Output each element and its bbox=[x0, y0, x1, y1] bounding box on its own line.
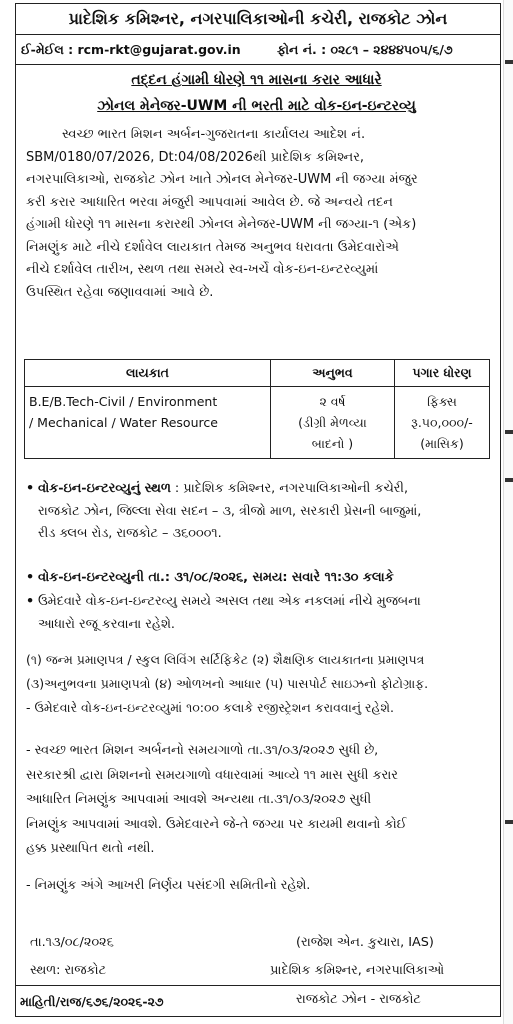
documents-bullet bbox=[26, 591, 490, 636]
table-header-row bbox=[25, 360, 490, 387]
venue-bullet bbox=[26, 478, 490, 546]
signatory-office: રાજકોટ ઝોન - રાજકોટ bbox=[296, 992, 421, 1007]
documents-list bbox=[26, 648, 490, 720]
phone-text: ફોન નં. : ૦૨૮૧ – ૨૪૪૪૫૦૫/૬/૭ bbox=[277, 42, 453, 57]
cell-pay bbox=[395, 387, 490, 459]
header-experience: અનુભવ bbox=[271, 360, 395, 387]
info-reference: માહિતી/રાજ/૬૭૬/૨૦૨૬-૨૭ bbox=[20, 994, 164, 1009]
order-paragraph bbox=[26, 124, 488, 304]
terms-notes bbox=[26, 739, 490, 898]
paragraph-line: ઉપસ્થિત રહેવા જણાવવામાં આવે છે. bbox=[26, 284, 214, 300]
document-item: (૩)અનુભવના પ્રમાણપત્રો (૪) ઓળખનો આધાર (૫) પાસપોર્ટ સાઇઝનો ફોટોગ્રાફ. bbox=[26, 676, 429, 691]
adjacent-rule bbox=[505, 430, 513, 434]
paragraph-line: કરી કરાર આધારિત ભરવા મંજુરી આપવામાં આવેલ છે. જે અન્વયે તદન bbox=[26, 194, 393, 210]
paragraph-line: નીચે દર્શાવેલ તારીખ, સ્થળ તથા સમયે સ્વ-ખર્ચે વોક-ઇન-ઇન્ટરવ્યુમાં bbox=[26, 262, 379, 277]
venue-text: રીડ ક્લબ રોડ, રાજકોટ – ૩૬૦૦૦૧. bbox=[38, 526, 222, 541]
signatory-name: (રાજેશ એન. કુચારા, IAS) bbox=[296, 935, 434, 950]
registration-note: - ઉમેદવારે વોક-ઇન-ઇન્ટરવ્યુમાં ૧૦:૦૦ કલાકે રજીસ્ટ્રેશન કરાવવાનું રહેશે. bbox=[26, 700, 395, 715]
date-bullet bbox=[26, 567, 490, 590]
note-line: સરકારશ્રી દ્વારા મિશનનો સમયગાળો વધારવામાં આવ્યે ૧૧ માસ સુધી કરાર bbox=[26, 767, 398, 783]
documents-intro: આધારો રજૂ કરવાના રહેશે. bbox=[38, 616, 175, 632]
paragraph-line: હંગામી ધોરણે ૧૧ માસના કરારથી ઝોનલ મેનેજર-UWM ની જગ્યા-૧ (એક) bbox=[26, 217, 417, 232]
paragraph-line: SBM/0180/07/2026, Dt:04/08/2026થી પ્રાદેશિક કમિશ્નર, bbox=[26, 149, 365, 165]
header-qualification: લાયકાત bbox=[25, 360, 271, 387]
adjacent-rule bbox=[505, 60, 513, 64]
paragraph-line: સ્વચ્છ ભારત મિશન અર્બન-ગુજરાતના કાર્યાલય આદેશ નં. bbox=[62, 127, 366, 142]
cell-experience bbox=[271, 387, 395, 459]
bullet-dot: • bbox=[26, 570, 35, 585]
headline-contract: તદ્દન હંગામી ધોરણે ૧૧ માસના કરાર આધારે bbox=[131, 72, 382, 88]
email-text: ઈ-મેઈલ : rcm-rkt@gujarat.gov.in bbox=[21, 42, 241, 57]
header-pay: પગાર ધોરણ bbox=[395, 360, 490, 387]
paragraph-line: નિમણુંક માટે નીચે દર્શાવેલ લાયકાત તેમજ અનુભવ ધરાવતા ઉમેદવારોએ bbox=[26, 239, 399, 255]
footer-divider bbox=[15, 985, 501, 986]
bullet-dot: • bbox=[26, 594, 35, 609]
qualification-line: B.E/B.Tech-Civil / Environment bbox=[29, 394, 218, 409]
pay-line: (માસિક) bbox=[420, 436, 464, 451]
bullet-dot: • bbox=[26, 481, 35, 496]
documents-intro: ઉમેદવારે વોક-ઇન-ઇન્ટરવ્યુ સમયે અસલ તથા એક નકલમાં નીચે મુજબના bbox=[38, 594, 421, 609]
qualification-table bbox=[24, 359, 490, 459]
note-line: આધારિત નિમણુંક આપવામાં આવશે અન્યથા તા.૩૧/૦૩/૨૦૨૭ સુધી bbox=[26, 792, 372, 807]
headline-recruitment: ઝોનલ મેનેજર-UWM ની ભરતી માટે વોક-ઇન-ઇન્ટરવ્યુ bbox=[97, 98, 416, 114]
note-line: હક્ક પ્રસ્થાપિત થતો નથી. bbox=[26, 841, 155, 856]
notice-place: સ્થળ: રાજકોટ bbox=[30, 963, 107, 978]
adjacent-rule bbox=[505, 478, 513, 482]
signatory-designation: પ્રાદેશિક કમિશ્નર, નગરપાલિકાઓ bbox=[270, 963, 444, 978]
adjacent-column-edge bbox=[503, 0, 513, 1024]
adjacent-rule bbox=[505, 820, 513, 824]
paragraph-line: નગરપાલિકાઓ, રાજકોટ ઝોન ખાતે ઝોનલ મેનેજર-UWM ની જગ્યા મંજુર bbox=[26, 172, 418, 187]
note-line: - સ્વચ્છ ભારત મિશન અર્બનનો સમયગાળો તા.૩૧/૦૩/૨૦૨૭ સુધી છે, bbox=[26, 743, 379, 758]
notice-date: તા.૧૩/૦૮/૨૦૨૬ bbox=[30, 935, 114, 950]
venue-text: રાજકોટ ઝોન, જિલ્લા સેવા સદન – ૩, ત્રીજો માળ, સરકારી પ્રેસની બાજુમાં, bbox=[38, 503, 422, 519]
contact-row bbox=[15, 35, 501, 65]
note-line: નિમણુંક આપવામાં આવશે. ઉમેદવારને જે-તે જગ્યા પર કાયમી થવાનો કોઈ bbox=[26, 816, 407, 832]
document-item: (૧) જન્મ પ્રમાણપત્ર / સ્કુલ લિવિંગ સર્ટિફિકેટ (૨) શૈક્ષણિક લાયકાતના પ્રમાણપત્ર bbox=[26, 652, 425, 667]
note-line: - નિમણુંક અંગે આખરી નિર્ણય પસંદગી સમિતીનો રહેશે. bbox=[26, 877, 311, 893]
table-row bbox=[25, 387, 490, 459]
pay-line: ફિક્સ bbox=[427, 394, 457, 409]
interview-datetime: વોક-ઇન-ઇન્ટરવ્યુની તા.: ૩૧/૦૮/૨૦૨૬, સમય: સવારે ૧૧:૩૦ કલાકે bbox=[38, 570, 394, 585]
office-title: પ્રાદેશિક કમિશ્નર, નગરપાલિકાઓની કચેરી, રાજકોટ ઝોન bbox=[15, 3, 501, 35]
qualification-line: / Mechanical / Water Resource bbox=[29, 415, 218, 430]
pay-line: રૂ.૫૦,૦૦૦/- bbox=[411, 415, 473, 430]
experience-line: (ડીગ્રી મેળવ્યા bbox=[298, 415, 367, 430]
experience-line: ૨ વર્ષ bbox=[319, 394, 346, 409]
experience-line: બાદનો ) bbox=[311, 436, 354, 451]
cell-qualification bbox=[25, 387, 271, 459]
venue-text: : પ્રાદેશિક કમિશ્નર, નગરપાલિકાઓની કચેરી, bbox=[174, 481, 409, 496]
venue-label: વોક-ઇન-ઇન્ટરવ્યુનું સ્થળ bbox=[38, 481, 171, 496]
